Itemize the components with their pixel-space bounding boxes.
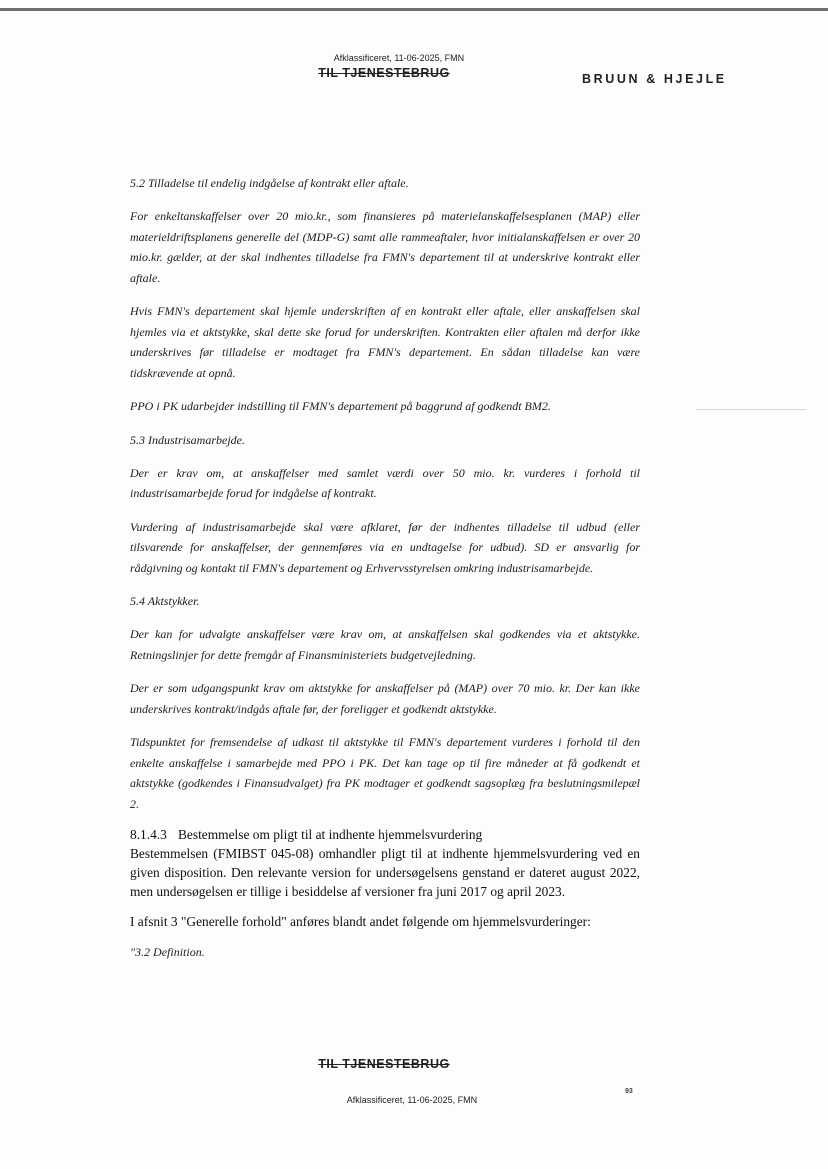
quote-paragraph: Vurdering af industrisamarbejde skal være afklaret, før der indhentes tilladelse til udbud (eller tilsvarende for anskaffelser, der gennemføres via en undtagelse for udbud). SD er ansvarlig for rådgivning og kontakt til FMN's departement og Erhvervsstyrelsen omkring industrisamarbejde. bbox=[130, 519, 640, 575]
quote-start: "3.2 Definition. bbox=[130, 945, 205, 959]
page-number: 93 bbox=[625, 1088, 633, 1095]
quote-paragraph: PPO i PK udarbejder indstilling til FMN's departement på baggrund af godkendt BM2. bbox=[130, 399, 551, 413]
section-number: 8.1.4.3 bbox=[130, 827, 167, 842]
footer-marking: TIL TJENESTEBRUG bbox=[318, 1057, 450, 1071]
brand-logo: BRUUN & HJEJLE bbox=[582, 72, 727, 86]
quote-paragraph: Der er som udgangspunkt krav om aktstykke for anskaffelser på (MAP) over 70 mio. kr. Der kan ikke underskrives kontrakt/indgås aftale før, der foreligger et godkendt aktstykke. bbox=[130, 681, 640, 716]
body-paragraph: Bestemmelsen (FMIBST 045-08) omhandler pligt til at indhente hjemmelsvurdering ved en given disposition. Den relevante version for undersøgelsens genstand er dateret august 2022, men undersøgelsen er tillige i besiddelse af versioner fra juni 2017 og april 2023. bbox=[130, 846, 640, 899]
header-marking: TIL TJENESTEBRUG bbox=[318, 66, 450, 80]
scan-edge-line bbox=[0, 8, 828, 11]
header-classification: Afklassificeret, 11-06-2025, FMN bbox=[333, 53, 465, 63]
quote-heading-5-3: 5.3 Industrisamarbejde. bbox=[130, 432, 245, 447]
quote-heading-5-4: 5.4 Aktstykker. bbox=[130, 594, 200, 608]
scan-artifact bbox=[696, 409, 806, 410]
quote-heading-5-2: 5.2 Tilladelse til endelig indgåelse af kontrakt eller aftale. bbox=[130, 176, 409, 190]
quote-paragraph: Der er krav om, at anskaffelser med samlet værdi over 50 mio. kr. vurderes i forhold til industrisamarbejde forud for indgåelse af kontrakt. bbox=[130, 465, 640, 500]
footer-classification: Afklassificeret, 11-06-2025, FMN bbox=[346, 1095, 478, 1105]
section-title: Bestemmelse om pligt til at indhente hjemmelsvurdering bbox=[178, 827, 483, 842]
quote-paragraph: For enkeltanskaffelser over 20 mio.kr., som finansieres på materielanskaffelsesplanen (MAP) eller materieldriftsplanens generelle del (MDP-G) samt alle rammeaftaler, hvor initialanskaffelsen er over 20 mio.kr. gælder, at der skal indhentes tilladelse fra FMN's departement til at underskrive kontrakt eller aftale. bbox=[130, 209, 640, 285]
page-content bbox=[130, 173, 640, 963]
quote-paragraph: Hvis FMN's departement skal hjemle underskriften af en kontrakt eller aftale, eller anskaffelsen skal hjemles via et aktstykke, skal dette ske forud for underskriften. Kontrakten eller aftalen må derfor ikke underskrives før tilladelse er modtaget fra FMN's departement. En sådan tilladelse kan være tidskrævende at opnå. bbox=[130, 304, 640, 380]
quote-paragraph: Der kan for udvalgte anskaffelser være krav om, at anskaffelsen skal godkendes via et aktstykke. Retningslinjer for dette fremgår af Finansministeriets budgetvejledning. bbox=[130, 627, 640, 662]
quote-paragraph: Tidspunktet for fremsendelse af udkast til aktstykke til FMN's departement vurderes i forhold til den enkelte anskaffelse i samarbejde med PPO i PK. Det kan tage op til fire måneder at få godkendt et aktstykke (godkendes i Finansudvalget) fra PK modtager et godkendt sagsoplæg fra beslutningsmilepæl 2. bbox=[130, 735, 640, 811]
section-heading bbox=[130, 825, 640, 844]
body-paragraph: I afsnit 3 "Generelle forhold" anføres blandt andet følgende om hjemmelsvurderinger: bbox=[130, 914, 591, 929]
